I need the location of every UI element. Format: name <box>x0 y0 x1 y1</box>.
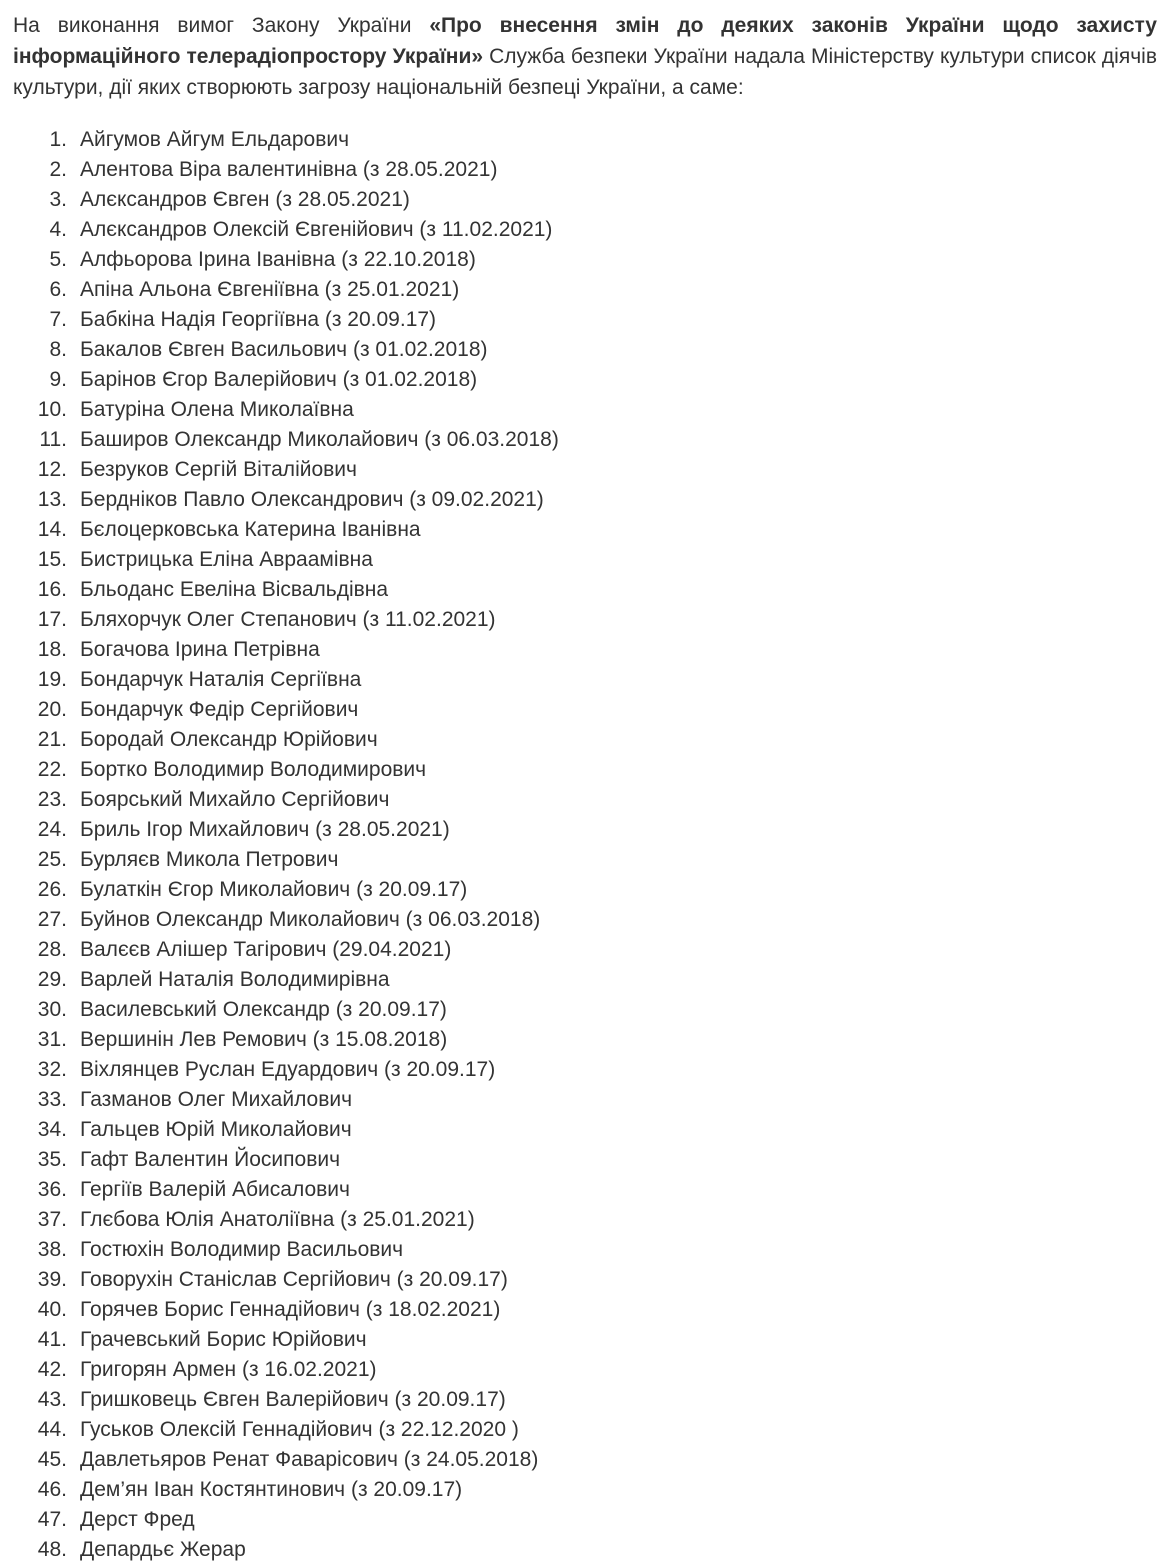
list-item-name: Баширов Олександр Миколайович (з 06.03.2018) <box>80 428 559 451</box>
list-item <box>13 1025 1157 1055</box>
list-item-name: Гальцев Юрій Миколайович <box>80 1118 352 1141</box>
list-item-number: 11. <box>39 428 67 451</box>
list-item <box>13 1235 1157 1265</box>
list-item <box>13 695 1157 725</box>
list-item-number: 16. <box>37 578 67 601</box>
list-item-number: 10. <box>37 398 67 421</box>
list-item <box>13 1535 1157 1565</box>
list-item-name: Барінов Єгор Валерійович (з 01.02.2018) <box>80 368 478 391</box>
list-item <box>13 845 1157 875</box>
list-item-number: 23. <box>37 788 67 811</box>
list-item <box>13 1475 1157 1505</box>
list-item-number: 48. <box>37 1538 67 1561</box>
list-item-number: 12. <box>37 458 67 481</box>
list-item-number: 42. <box>37 1358 67 1381</box>
list-item-name: Глєбова Юлія Анатоліївна (з 25.01.2021) <box>80 1208 475 1231</box>
list-item <box>13 875 1157 905</box>
intro-text-before: На виконання вимог Закону України <box>13 14 430 37</box>
list-item-number: 27. <box>37 908 67 931</box>
intro-text-after: Служба безпеки України надала Міністерству культури список діячів культури, дії яких створюють загрозу національній безпеці України, а саме: <box>13 45 1157 99</box>
list-item-name: Бердніков Павло Олександрович (з 09.02.2021) <box>80 488 544 511</box>
list-item-number: 46. <box>37 1478 67 1501</box>
list-item <box>13 785 1157 815</box>
list-item-number: 8. <box>49 338 67 361</box>
list-item <box>13 185 1157 215</box>
list-item-number: 44. <box>37 1418 67 1441</box>
list-item-number: 5. <box>49 248 67 271</box>
list-item-number: 21. <box>37 728 67 751</box>
list-item <box>13 1355 1157 1385</box>
list-item-name: Булаткін Єгор Миколайович (з 20.09.17) <box>80 878 468 901</box>
list-item-name: Апіна Альона Євгеніївна (з 25.01.2021) <box>80 278 460 301</box>
list-item-name: Грачевський Борис Юрійович <box>80 1328 367 1351</box>
list-item-name: Алєксандров Євген (з 28.05.2021) <box>80 188 410 211</box>
list-item-name: Богачова Ірина Петрівна <box>80 638 320 661</box>
list-item <box>13 935 1157 965</box>
list-item <box>13 515 1157 545</box>
list-item <box>13 155 1157 185</box>
list-item <box>13 365 1157 395</box>
list-item-name: Говорухін Станіслав Сергійович (з 20.09.17) <box>80 1268 508 1291</box>
list-item-name: Бородай Олександр Юрійович <box>80 728 378 751</box>
list-item-number: 20. <box>37 698 67 721</box>
list-item-number: 7. <box>49 308 67 331</box>
list-item-name: Варлей Наталія Володимирівна <box>80 968 390 991</box>
list-item-name: Гафт Валентин Йосипович <box>80 1148 341 1171</box>
list-item <box>13 1325 1157 1355</box>
list-item <box>13 1085 1157 1115</box>
list-item-number: 32. <box>37 1058 67 1081</box>
list-item-number: 3. <box>49 188 67 211</box>
list-item-number: 36. <box>37 1178 67 1201</box>
list-item-name: Горячев Борис Геннадійович (з 18.02.2021) <box>80 1298 501 1321</box>
list-item-number: 2. <box>49 158 67 181</box>
list-item-number: 29. <box>37 968 67 991</box>
list-item-name: Бондарчук Наталія Сергіївна <box>80 668 362 691</box>
list-item-number: 13. <box>37 488 67 511</box>
list-item-name: Гергіїв Валерій Абисалович <box>80 1178 350 1201</box>
list-item-number: 28. <box>37 938 67 961</box>
list-item <box>13 1205 1157 1235</box>
list-item-number: 39. <box>37 1268 67 1291</box>
list-item <box>13 815 1157 845</box>
list-item <box>13 425 1157 455</box>
list-item-number: 18. <box>37 638 67 661</box>
list-item-name: Гостюхін Володимир Васильович <box>80 1238 404 1261</box>
list-item-name: Батуріна Олена Миколаївна <box>80 398 354 421</box>
list-item-name: Бабкіна Надія Георгіївна (з 20.09.17) <box>80 308 437 331</box>
list-item-number: 37. <box>37 1208 67 1231</box>
list-item-number: 14. <box>37 518 67 541</box>
list-item-name: Алентова Віра валентинівна (з 28.05.2021) <box>80 158 498 181</box>
list-item-number: 15. <box>37 548 67 571</box>
list-item-number: 45. <box>37 1448 67 1471</box>
list-item-name: Гуськов Олексій Геннадійович (з 22.12.2020 ) <box>80 1418 519 1441</box>
list-item <box>13 665 1157 695</box>
list-item-name: Айгумов Айгум Ельдарович <box>80 128 350 151</box>
list-item-number: 43. <box>37 1388 67 1411</box>
list-item <box>13 725 1157 755</box>
list-item-name: Бондарчук Федір Сергійович <box>80 698 359 721</box>
list-item-number: 34. <box>37 1118 67 1141</box>
list-item <box>13 335 1157 365</box>
persons-list <box>13 125 1157 1565</box>
list-item-number: 4. <box>49 218 67 241</box>
list-item-number: 40. <box>37 1298 67 1321</box>
list-item-number: 33. <box>37 1088 67 1111</box>
list-item <box>13 635 1157 665</box>
list-item <box>13 125 1157 155</box>
list-item-number: 6. <box>49 278 67 301</box>
list-item-number: 35. <box>37 1148 67 1171</box>
list-item-name: Бриль Ігор Михайлович (з 28.05.2021) <box>80 818 450 841</box>
list-item-name: Віхлянцев Руслан Едуардович (з 20.09.17) <box>80 1058 496 1081</box>
list-item-number: 24. <box>37 818 67 841</box>
list-item-number: 31. <box>37 1028 67 1051</box>
list-item-number: 22. <box>37 758 67 781</box>
list-item-number: 41. <box>37 1328 67 1351</box>
list-item-name: Григорян Армен (з 16.02.2021) <box>80 1358 377 1381</box>
list-item-name: Бєлоцерковська Катерина Іванівна <box>80 518 421 541</box>
list-item <box>13 575 1157 605</box>
list-item-name: Бурляєв Микола Петрович <box>80 848 339 871</box>
list-item-name: Дем’ян Іван Костянтинович (з 20.09.17) <box>80 1478 463 1501</box>
list-item <box>13 275 1157 305</box>
list-item-name: Гришковець Євген Валерійович (з 20.09.17) <box>80 1388 506 1411</box>
intro-law-title: «Про внесення змін до деяких законів України щодо захисту інформаційного телерадіопростору України» <box>13 14 1157 68</box>
list-item-name: Валєєв Алішер Тагірович (29.04.2021) <box>80 938 452 961</box>
list-item <box>13 455 1157 485</box>
list-item-name: Бистрицька Еліна Авраамівна <box>80 548 373 571</box>
list-item-name: Вершинін Лев Ремович (з 15.08.2018) <box>80 1028 448 1051</box>
list-item <box>13 1505 1157 1535</box>
list-item-name: Алфьорова Ірина Іванівна (з 22.10.2018) <box>80 248 476 271</box>
list-item <box>13 1415 1157 1445</box>
list-item-name: Бортко Володимир Володимирович <box>80 758 427 781</box>
list-item-name: Бакалов Євген Васильович (з 01.02.2018) <box>80 338 488 361</box>
list-item <box>13 1055 1157 1085</box>
list-item <box>13 215 1157 245</box>
list-item-number: 26. <box>37 878 67 901</box>
list-item-number: 30. <box>37 998 67 1021</box>
list-item-name: Давлетьяров Ренат Фаварісович (з 24.05.2018) <box>80 1448 539 1471</box>
list-item-name: Бльоданс Евеліна Вісвальдівна <box>80 578 389 601</box>
list-item-name: Депардьє Жерар <box>80 1538 246 1561</box>
list-item <box>13 605 1157 635</box>
list-item <box>13 1145 1157 1175</box>
list-item <box>13 755 1157 785</box>
list-item-name: Буйнов Олександр Миколайович (з 06.03.2018) <box>80 908 541 931</box>
list-item <box>13 1295 1157 1325</box>
list-item-number: 25. <box>37 848 67 871</box>
list-item-name: Дерст Фред <box>80 1508 195 1531</box>
list-item <box>13 245 1157 275</box>
list-item-name: Безруков Сергій Віталійович <box>80 458 357 481</box>
intro-paragraph <box>13 10 1157 103</box>
list-item <box>13 485 1157 515</box>
list-item <box>13 1115 1157 1145</box>
list-item-number: 1. <box>49 128 67 151</box>
list-item <box>13 1265 1157 1295</box>
list-item <box>13 545 1157 575</box>
list-item-number: 19. <box>37 668 67 691</box>
list-item-number: 38. <box>37 1238 67 1261</box>
list-item <box>13 1175 1157 1205</box>
list-item-name: Алєксандров Олексій Євгенійович (з 11.02.2021) <box>80 218 553 241</box>
list-item <box>13 965 1157 995</box>
list-item-name: Василевський Олександр (з 20.09.17) <box>80 998 447 1021</box>
list-item <box>13 905 1157 935</box>
list-item-name: Газманов Олег Михайлович <box>80 1088 353 1111</box>
list-item-number: 47. <box>37 1508 67 1531</box>
list-item <box>13 1385 1157 1415</box>
list-item-number: 9. <box>49 368 67 391</box>
list-item-name: Бляхорчук Олег Степанович (з 11.02.2021) <box>80 608 496 631</box>
list-item <box>13 395 1157 425</box>
list-item <box>13 995 1157 1025</box>
list-item <box>13 1445 1157 1475</box>
list-item-number: 17. <box>37 608 67 631</box>
list-item-name: Боярський Михайло Сергійович <box>80 788 390 811</box>
list-item <box>13 305 1157 335</box>
